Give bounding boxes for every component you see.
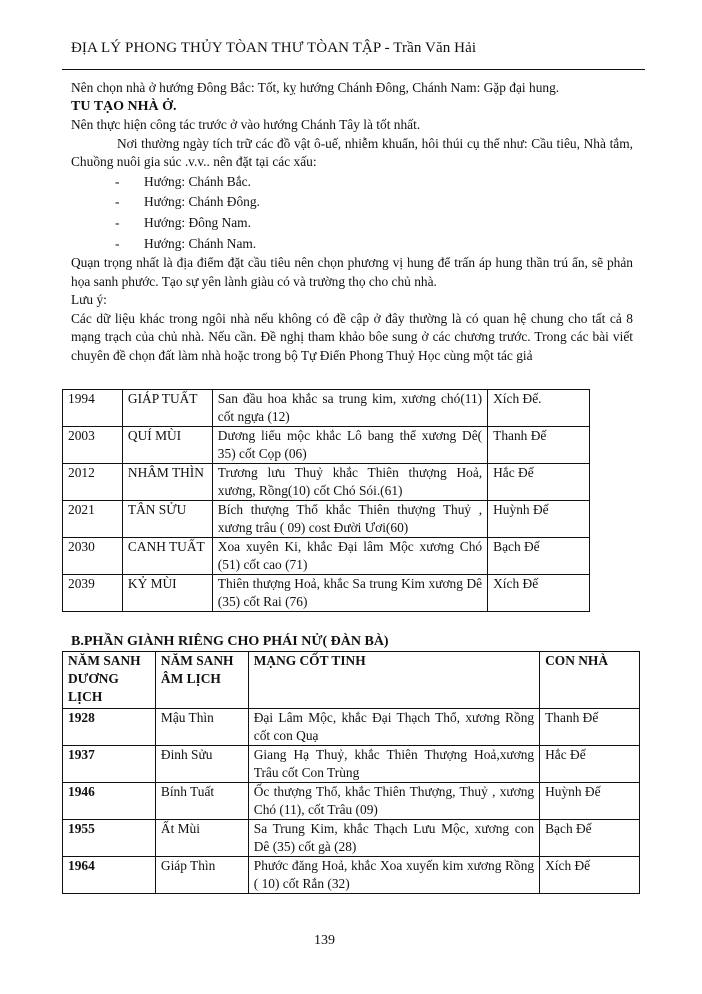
bullet-dash: - [115, 194, 120, 210]
solar-year-cell: 1994 [63, 390, 123, 427]
male-destiny-table [62, 389, 590, 612]
lunar-year-cell: KỶ MÙI [122, 575, 212, 612]
table-header-row [63, 652, 640, 709]
house-cell: Thanh Đế [540, 709, 640, 746]
table-row [63, 820, 640, 857]
paragraph-note: Các dữ liệu khác trong ngôi nhà nếu không có đề cập ở đây thường là có quan hệ chung cho tất cả 8 mạng trạch của chủ nhà. Nếu cần. Đề nghị tham khảo bôe sung ở các chương trước. Trong các bài viết chuyên đề chọn đất làm nhà hoặc trong bộ Tự Điển Phong Thuỷ Học cùng một tác giả [71, 310, 633, 363]
body-text [71, 79, 633, 365]
lunar-year-cell: TÂN SỬU [122, 501, 212, 538]
table-row [63, 501, 590, 538]
list-item: - Hướng: Đông Nam. [71, 213, 633, 234]
destiny-cell: Bích thượng Thổ khắc Thiên thượng Thuỷ , xương trâu ( 09) cost Đười Ươi(60) [212, 501, 487, 538]
table-row [63, 746, 640, 783]
solar-year-cell: 1937 [63, 746, 156, 783]
header-house: CON NHÀ [540, 652, 640, 709]
destiny-cell: Sa Trung Kim, khắc Thạch Lưu Mộc, xương con Dê (35) cốt gà (28) [248, 820, 539, 857]
running-header: ĐỊA LÝ PHONG THỦY TÒAN THƯ TÒAN TẬP - Trần Văn Hải [71, 40, 477, 56]
table-row [63, 538, 590, 575]
destiny-cell: Trương lưu Thuỷ khắc Thiên thượng Hoả, xương, Rồng(10) cốt Chó Sói.(61) [212, 464, 487, 501]
house-cell: Xích Đế [488, 575, 590, 612]
destiny-cell: Giang Hạ Thuỷ, khắc Thiên Thượng Hoả,xương Trâu cốt Con Trùng [248, 746, 539, 783]
lunar-year-cell: CANH TUẤT [122, 538, 212, 575]
paragraph-toilet-placement: Quạn trọng nhất là địa điểm đặt cầu tiêu nên chọn phương vị hung để trấn áp hung thần trú ẩn, sẽ phản họa sanh phước. Tạo sự yên lành giàu có và trường thọ cho chủ nhà. [71, 255, 633, 289]
table-row [63, 783, 640, 820]
destiny-cell: Thiên thượng Hoả, khắc Sa trung Kim xương Dê (35) cốt Rai (76) [212, 575, 487, 612]
lunar-year-cell: Đinh Sửu [155, 746, 248, 783]
destiny-cell: Xoa xuyên Ki, khắc Đại lâm Mộc xương Chó (51) cốt cao (71) [212, 538, 487, 575]
list-item: - Hướng: Chánh Nam. [71, 234, 633, 255]
recommendation-line: Nên thực hiện công tác trước ở vào hướng Chánh Tây là tốt nhất. [71, 117, 421, 132]
intro-line: Nên chọn nhà ở hướng Đông Bắc: Tốt, kỵ hướng Chánh Đông, Chánh Nam: Gặp đại hung. [71, 80, 560, 95]
table-row [63, 464, 590, 501]
lunar-year-cell: Mậu Thìn [155, 709, 248, 746]
house-cell: Bạch Đế [488, 538, 590, 575]
house-cell: Xích Đế. [488, 390, 590, 427]
paragraph-storage: Nơi thường ngày tích trữ các đồ vật ô-uế, nhiễm khuẩn, hôi thúi cụ thể như: Cầu tiêu, Nhà tắm, Chuồng nuôi gia súc .v.v.. nên đặt tại các xấu: [71, 135, 633, 169]
table-row [63, 857, 640, 894]
table-row [63, 709, 640, 746]
destiny-cell: San đầu hoa khắc sa trung kim, xương chó(11) cốt ngựa (12) [212, 390, 487, 427]
list-item: - Hướng: Chánh Đông. [71, 192, 633, 213]
destiny-cell: Dương liểu mộc khắc Lô bang thể xương Dê( 35) cốt Cọp (06) [212, 427, 487, 464]
solar-year-cell: 2021 [63, 501, 123, 538]
solar-year-cell: 1955 [63, 820, 156, 857]
section-heading: TU TẠO NHÀ Ở. [71, 98, 177, 114]
female-destiny-table [62, 651, 640, 894]
solar-year-cell: 2030 [63, 538, 123, 575]
table-row [63, 390, 590, 427]
lunar-year-cell: Ất Mùi [155, 820, 248, 857]
house-cell: Hắc Đế [540, 746, 640, 783]
house-cell: Thanh Đế [488, 427, 590, 464]
solar-year-cell: 2012 [63, 464, 123, 501]
house-cell: Huỳnh Đế [488, 501, 590, 538]
lunar-year-cell: Giáp Thìn [155, 857, 248, 894]
house-cell: Hắc Đế [488, 464, 590, 501]
bullet-dash: - [115, 173, 120, 189]
house-cell: Xích Đế [540, 857, 640, 894]
solar-year-cell: 1928 [63, 709, 156, 746]
header-destiny: MẠNG CỐT TINH [248, 652, 539, 709]
note-label: Lưu ý: [71, 292, 107, 308]
table-row [63, 575, 590, 612]
solar-year-cell: 1964 [63, 857, 156, 894]
direction-list [71, 172, 633, 255]
solar-year-cell: 1946 [63, 783, 156, 820]
lunar-year-cell: QUÍ MÙI [122, 427, 212, 464]
house-cell: Huỳnh Đế [540, 783, 640, 820]
header-lunar-year: NĂM SANH ÂM LỊCH [155, 652, 248, 709]
destiny-cell: Ốc thượng Thổ, khắc Thiên Thượng, Thuỷ , xương Chó (11), cốt Trâu (09) [248, 783, 539, 820]
bullet-dash: - [115, 235, 120, 251]
page-number: 139 [314, 933, 335, 948]
lunar-year-cell: Bính Tuất [155, 783, 248, 820]
destiny-cell: Đại Lâm Mộc, khắc Đại Thạch Thổ, xương Rồng cốt con Quạ [248, 709, 539, 746]
lunar-year-cell: GIÁP TUẤT [122, 390, 212, 427]
list-item: - Hướng: Chánh Bắc. [71, 172, 633, 193]
solar-year-cell: 2003 [63, 427, 123, 464]
solar-year-cell: 2039 [63, 575, 123, 612]
house-cell: Bạch Đế [540, 820, 640, 857]
table-row [63, 427, 590, 464]
lunar-year-cell: NHÂM THÌN [122, 464, 212, 501]
header-divider [62, 69, 645, 70]
section-b-title: B.PHẦN GIÀNH RIÊNG CHO PHÁI NỬ( ĐÀN BÀ) [71, 634, 389, 649]
bullet-dash: - [115, 214, 120, 230]
destiny-cell: Phước đăng Hoả, khắc Xoa xuyến kim xương Rồng ( 10) cốt Rắn (32) [248, 857, 539, 894]
header-solar-year: NĂM SANH DƯƠNG LỊCH [63, 652, 156, 709]
